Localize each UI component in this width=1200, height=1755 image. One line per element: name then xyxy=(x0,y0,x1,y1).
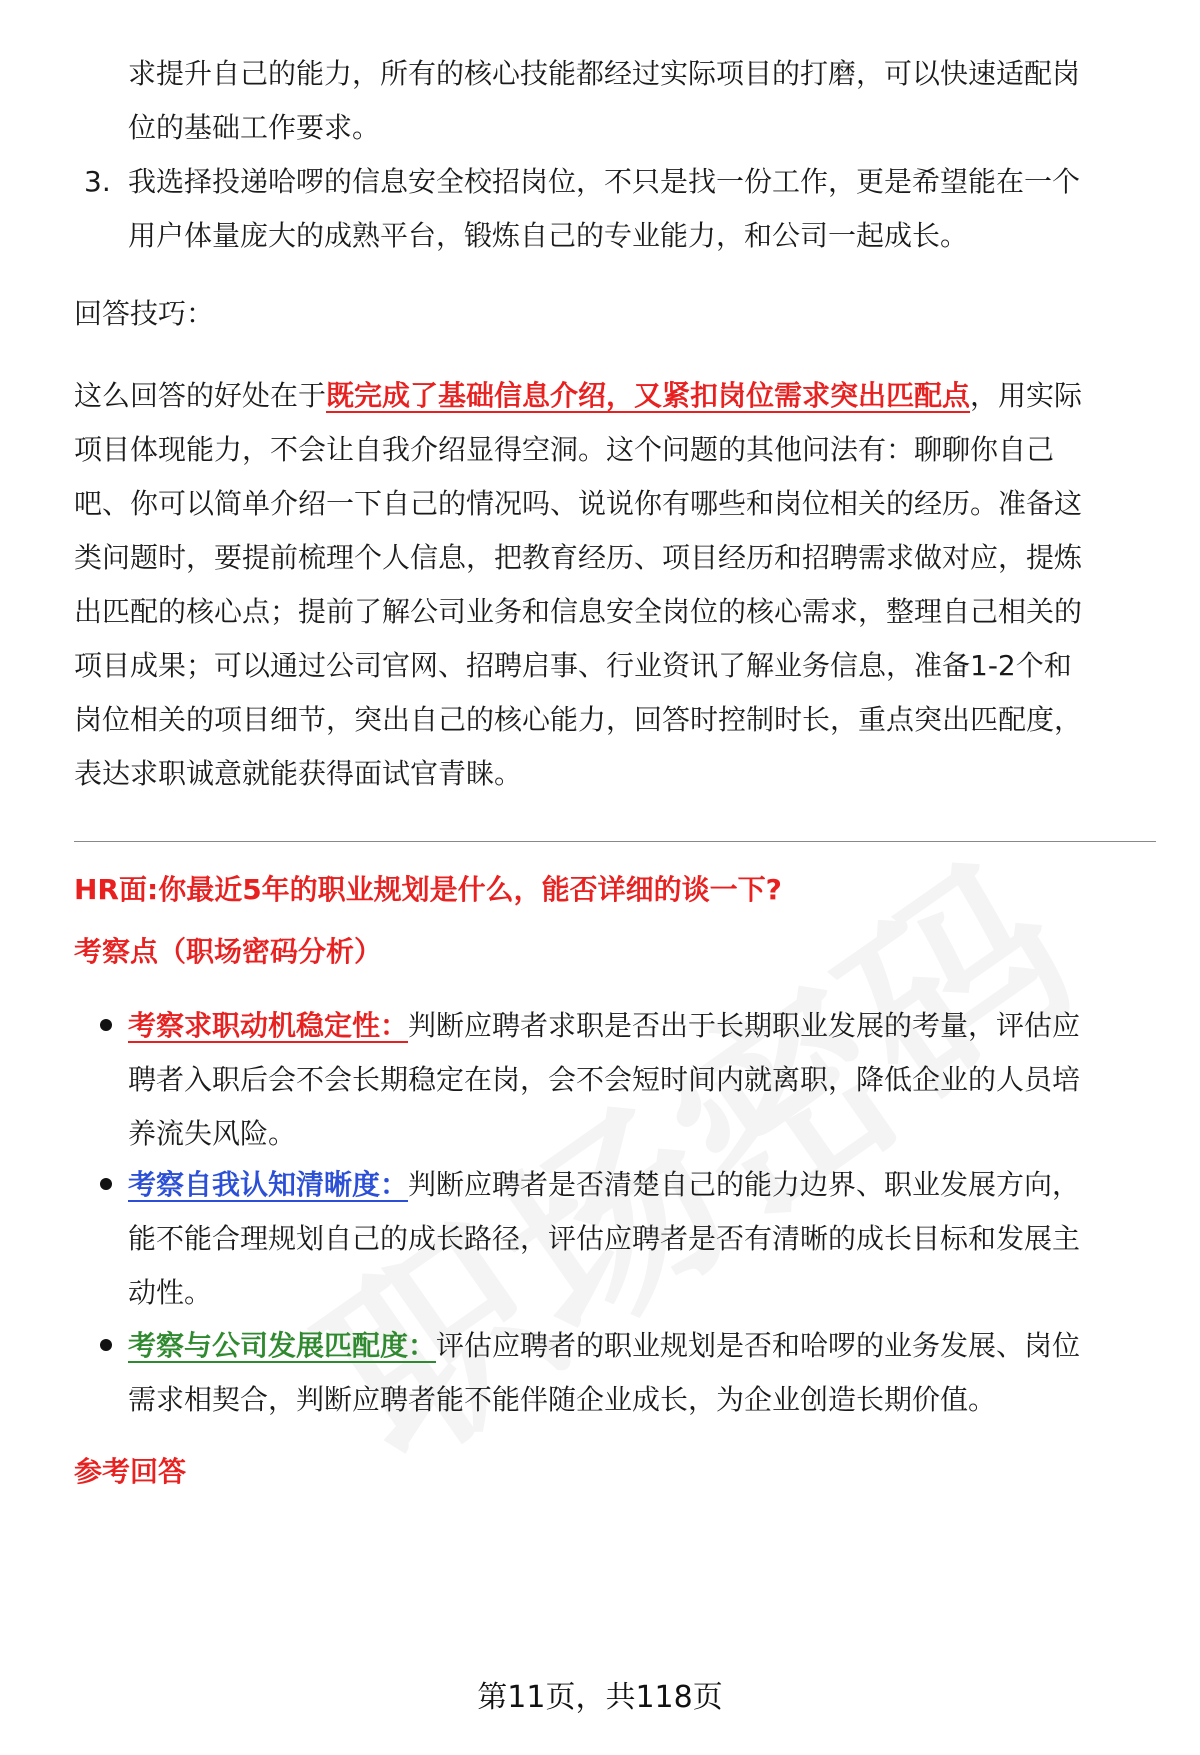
point-3-label: 考察与公司发展匹配度： xyxy=(128,1329,437,1362)
bullet-icon xyxy=(100,1339,112,1351)
point-1-line-1 xyxy=(128,996,1158,1056)
tips-start: 这么回答的好处在于 xyxy=(74,379,327,412)
point-2-label: 考察自我认知清晰度： xyxy=(128,1168,409,1201)
intro-line-1: 求提升自己的能力，所有的核心技能都经过实际项目的打磨，可以快速适配岗 xyxy=(128,57,1081,90)
point-1-text: 判断应聘者求职是否出于长期职业发展的考量，评估应 xyxy=(408,1009,1081,1042)
intro-line-2: 位的基础工作要求。 xyxy=(128,111,381,144)
list-number-3: 3. xyxy=(84,165,111,198)
point-3-line-1 xyxy=(128,1316,1158,1376)
tips-paragraph-line: 项目体现能力，不会让自我介绍显得空洞。这个问题的其他问法有：聊聊你自己 xyxy=(74,433,1055,466)
point-3-line-2: 需求相契合，判断应聘者能不能伴随企业成长，为企业创造长期价值。 xyxy=(128,1383,997,1416)
tips-highlight: 既完成了基础信息介绍，又紧扣岗位需求突出匹配点 xyxy=(326,379,971,412)
point-1-line-2: 聘者入职后会不会长期稳定在岗，会不会短时间内就离职，降低企业的人员培 xyxy=(128,1063,1081,1096)
tips-paragraph-line: 岗位相关的项目细节，突出自己的核心能力，回答时控制时长，重点突出匹配度， xyxy=(74,703,1083,736)
point-2-line-1 xyxy=(128,1155,1158,1215)
item3-line-1: 我选择投递哈啰的信息安全校招岗位，不只是找一份工作，更是希望能在一个 xyxy=(128,165,1081,198)
page-number: 第11页，共118页 xyxy=(477,1680,723,1715)
tips-paragraph-line: 吧、你可以简单介绍一下自己的情况吗、说说你有哪些和岗位相关的经历。准备这 xyxy=(74,487,1083,520)
point-2-line-3: 动性。 xyxy=(128,1276,213,1309)
point-3-text: 评估应聘者的职业规划是否和哈啰的业务发展、岗位 xyxy=(436,1329,1081,1362)
point-2-text: 判断应聘者是否清楚自己的能力边界、职业发展方向， xyxy=(408,1168,1081,1201)
tips-paragraph-line-1 xyxy=(74,366,1154,426)
point-2-line-2: 能不能合理规划自己的成长路径，评估应聘者是否有清晰的成长目标和发展主 xyxy=(128,1222,1081,1255)
section-divider xyxy=(74,841,1156,842)
reference-answer-label: 参考回答 xyxy=(74,1455,187,1488)
tips-label: 回答技巧： xyxy=(74,297,215,330)
tips-paragraph-line: 出匹配的核心点；提前了解公司业务和信息安全岗位的核心需求，整理自己相关的 xyxy=(74,595,1083,628)
tips-paragraph-line: 项目成果；可以通过公司官网、招聘启事、行业资讯了解业务信息，准备1-2个和 xyxy=(74,649,1072,682)
point-1-line-3: 养流失风险。 xyxy=(128,1117,297,1150)
focus-label: 考察点（职场密码分析） xyxy=(74,935,383,968)
point-1-label: 考察求职动机稳定性： xyxy=(128,1009,409,1042)
item3-line-2: 用户体量庞大的成熟平台，锻炼自己的专业能力，和公司一起成长。 xyxy=(128,219,969,252)
tips-end: ，用实际 xyxy=(970,379,1083,412)
tips-paragraph-line: 表达求职诚意就能获得面试官青睐。 xyxy=(74,757,523,790)
bullet-icon xyxy=(100,1178,112,1190)
bullet-icon xyxy=(100,1019,112,1031)
tips-paragraph-line: 类问题时，要提前梳理个人信息，把教育经历、项目经历和招聘需求做对应，提炼 xyxy=(74,541,1083,574)
question-title: HR面:你最近5年的职业规划是什么，能否详细的谈一下? xyxy=(74,873,782,906)
